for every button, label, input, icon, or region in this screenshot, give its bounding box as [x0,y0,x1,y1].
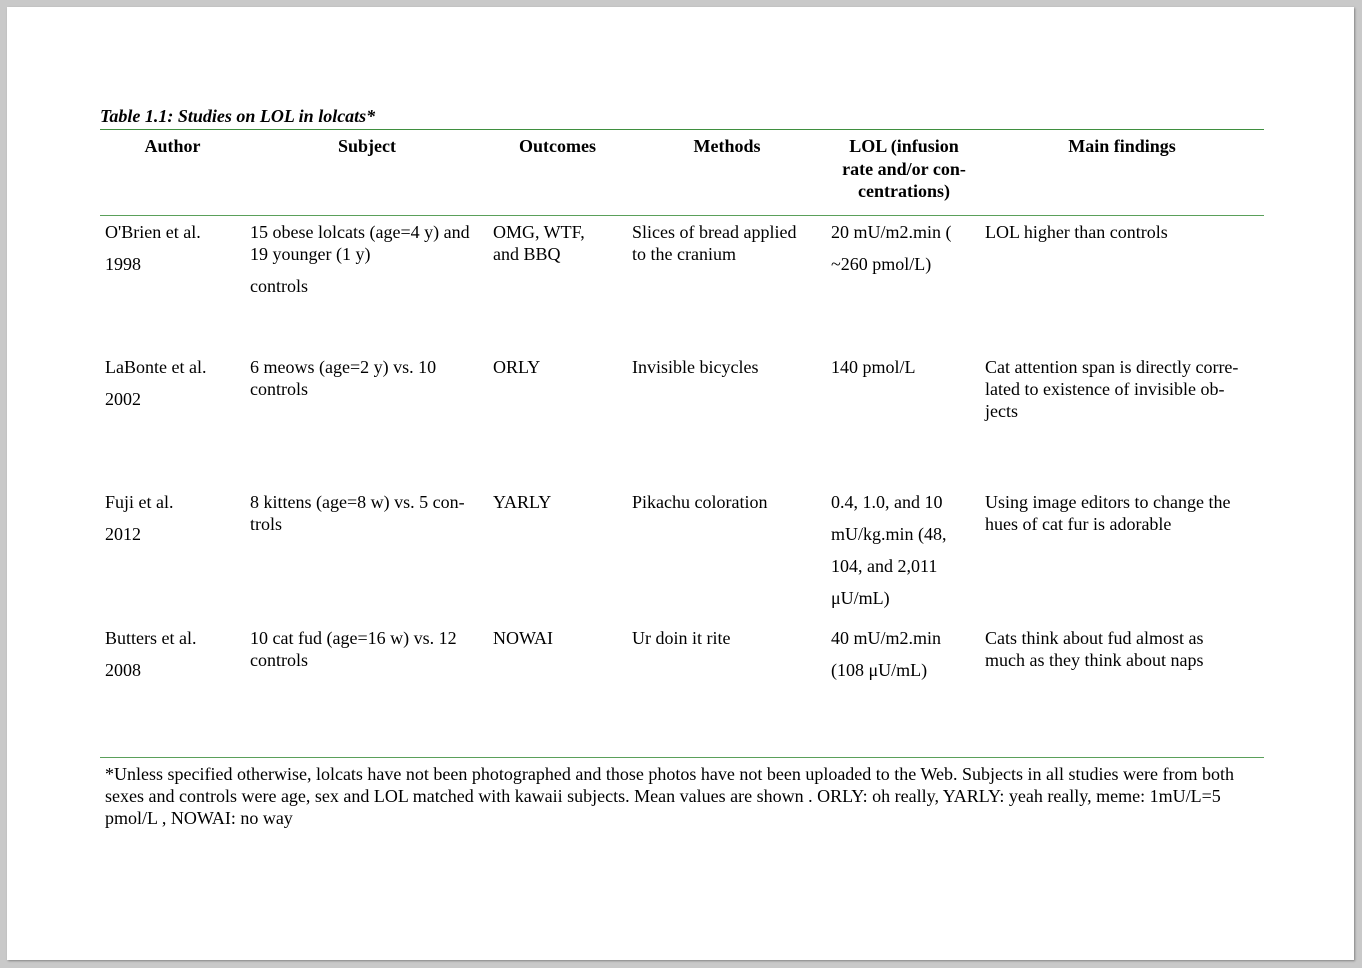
row-4-author-line2: 2008 [105,660,141,680]
row-2-findings [985,356,1238,422]
row-4-subject [250,627,457,671]
header-lol-line3: centrations) [858,181,950,201]
row-1-author-line2: 1998 [105,254,141,274]
row-2-findings-line3: jects [985,401,1018,421]
row-3-findings [985,491,1230,535]
row-4-subject-line2: controls [250,650,308,670]
row-2-methods-line1: Invisible bicycles [632,357,759,377]
row-3-lol-line2: mU/kg.min (48, [831,524,947,544]
header-lol-line1: LOL (infusion [849,136,959,156]
row-4-subject-line1: 10 cat fud (age=16 w) vs. 12 [250,628,457,648]
row-1-subject-line1: 15 obese lolcats (age=4 y) and [250,222,470,242]
header-lol [829,135,979,203]
row-2-findings-line1: Cat attention span is directly corre- [985,357,1239,377]
row-4-author [105,627,196,681]
row-4-findings [985,627,1203,671]
header-outcomes: Outcomes [519,136,596,156]
row-4-lol-line2: (108 μU/mL) [831,660,928,680]
row-4-author-line1: Butters et al. [105,628,197,648]
row-2-outcomes-line1: ORLY [493,357,541,377]
table-bottom-rule [100,757,1264,758]
row-3-subject [250,491,465,535]
row-1-outcomes-line1: OMG, WTF, [493,222,585,242]
header-subject: Subject [338,136,396,156]
header-rule [100,215,1264,216]
row-1-lol-line1: 20 mU/m2.min ( [831,222,952,242]
header-author: Author [144,136,201,156]
row-3-outcomes-line1: YARLY [493,492,552,512]
table-caption: Table 1.1: Studies on LOL in lolcats* [100,106,376,126]
row-1-author [105,221,201,275]
row-1-subject-line3: controls [250,276,308,296]
row-2-author [105,356,206,410]
row-3-author [105,491,174,545]
row-2-lol-line1: 140 pmol/L [831,357,916,377]
row-3-lol-line3: 104, and 2,011 [831,556,938,576]
row-2-methods [632,356,758,378]
row-1-subject [250,221,470,297]
row-3-author-line1: Fuji et al. [105,492,174,512]
row-1-subject-line2: 19 younger (1 y) [250,244,371,264]
row-4-findings-line2: much as they think about naps [985,650,1204,670]
row-1-methods-line1: Slices of bread applied [632,222,797,242]
row-4-lol [831,627,941,681]
row-4-findings-line1: Cats think about fud almost as [985,628,1204,648]
row-1-methods [632,221,796,265]
row-1-lol-line2: ~260 pmol/L) [831,254,932,274]
row-3-subject-line2: trols [250,514,283,534]
row-2-subject-line1: 6 meows (age=2 y) vs. 10 [250,357,437,377]
row-2-subject-line2: controls [250,379,308,399]
header-findings: Main findings [1068,136,1176,156]
row-4-methods [632,627,730,649]
row-1-author-line1: O'Brien et al. [105,222,201,242]
row-3-subject-line1: 8 kittens (age=8 w) vs. 5 con- [250,492,465,512]
row-3-lol-line1: 0.4, 1.0, and 10 [831,492,943,512]
table-top-rule [100,129,1264,130]
row-1-lol [831,221,952,275]
row-1-findings-line1: LOL higher than controls [985,222,1168,242]
row-3-outcomes [493,491,551,513]
row-4-lol-line1: 40 mU/m2.min [831,628,942,648]
row-2-subject [250,356,436,400]
row-1-findings [985,221,1168,243]
row-1-outcomes [493,221,585,265]
row-2-outcomes [493,356,540,378]
row-3-lol [831,491,947,609]
row-2-findings-line2: lated to existence of invisible ob- [985,379,1225,399]
row-2-author-line2: 2002 [105,389,141,409]
row-3-methods [632,491,767,513]
row-3-findings-line1: Using image editors to change the [985,492,1231,512]
row-3-methods-line1: Pikachu coloration [632,492,768,512]
row-1-methods-line2: to the cranium [632,244,736,264]
row-4-outcomes-line1: NOWAI [493,628,553,648]
row-3-findings-line2: hues of cat fur is adorable [985,514,1172,534]
header-lol-line2: rate and/or con- [842,158,966,179]
row-2-author-line1: LaBonte et al. [105,357,207,377]
table-footnote: *Unless specified otherwise, lolcats have not been photographed and those photos have not been uploaded to the Web. Subjects in all studies were from both sexes and controls were age, sex and LOL matched with kawaii subjects. Mean values are shown . ORLY: oh really, YARLY: yeah really, meme: 1mU/L=5 pmol/L , NOWAI: no way [105,764,1234,828]
row-2-lol [831,356,916,378]
row-3-lol-line4: μU/mL) [831,588,890,608]
header-methods: Methods [693,136,761,156]
row-4-methods-line1: Ur doin it rite [632,628,731,648]
row-3-author-line2: 2012 [105,524,141,544]
row-4-outcomes [493,627,553,649]
document-page [7,7,1354,960]
row-1-outcomes-line2: and BBQ [493,244,561,264]
